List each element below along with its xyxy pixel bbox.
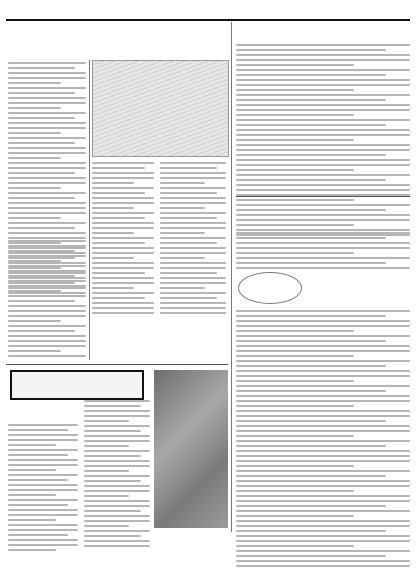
kuntsevo-text-col-1 xyxy=(8,424,78,554)
dagestan-illustration xyxy=(92,60,229,157)
body-text-col-4 xyxy=(8,240,86,360)
body-text-col-2 xyxy=(92,162,154,317)
section-divider-1 xyxy=(236,196,410,197)
masthead xyxy=(6,4,410,21)
section-divider-2 xyxy=(6,364,228,365)
calls-text xyxy=(236,232,410,272)
where-to-go-banner xyxy=(10,370,144,400)
chess-text xyxy=(236,44,410,239)
radio-text xyxy=(236,310,410,570)
photo xyxy=(154,370,228,528)
column-divider-1 xyxy=(89,60,90,360)
radio-corner-logo xyxy=(238,272,302,304)
body-text-col-3 xyxy=(160,162,226,317)
kuntsevo-text-col-2 xyxy=(84,400,150,550)
column-divider-2 xyxy=(231,22,232,532)
